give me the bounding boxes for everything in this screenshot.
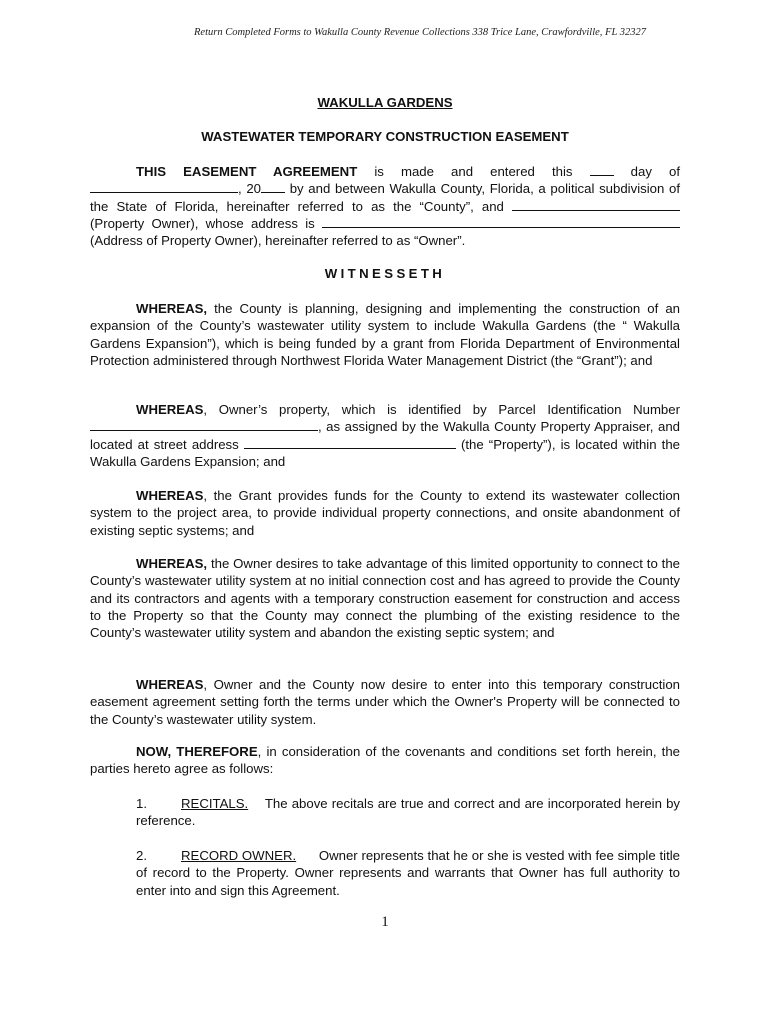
section-heading: RECORD OWNER. xyxy=(181,848,297,863)
intro-paragraph: THIS EASEMENT AGREEMENT is made and entered this day of , 20 by and between Wakulla County, Florida, a political subdivision of the State of Florida, hereinafter referred to as the “County”, and (Property Owner), whose address is (Address of Property Owner), hereinafter referred to as “Owner”. xyxy=(90,164,681,249)
whereas-paragraph-1: WHEREAS, the County is planning, designing and implementing the construction of an expansion of the County’s wastewater utility system to include Wakulla Gardens (the “ Wakulla Gardens Expansion”), which is being funded by a grant from Florida Department of Environmental Protection administered through Northwest Florida Water Management District (the “Grant”); and xyxy=(90,301,680,368)
property-owner-blank[interactable] xyxy=(512,198,680,211)
owner-address-blank[interactable] xyxy=(322,215,680,228)
whereas-paragraph-2: WHEREAS, Owner’s property, which is identified by Parcel Identification Number , as assigned by the Wakulla County Property Appraiser, and located at street address (the “Property”), is located within the Wakulla Gardens Expansion; and xyxy=(90,402,681,469)
street-address-blank[interactable] xyxy=(244,436,456,449)
whereas-paragraph-3: WHEREAS, the Grant provides funds for the County to extend its wastewater collection system to the project area, to provide individual property connections, and onsite abandonment of existing septic systems; and xyxy=(90,488,680,538)
whereas-paragraph-4: WHEREAS, the Owner desires to take advantage of this limited opportunity to connect to the County’s wastewater utility system at no initial connection cost and has agreed to provide the County and its contractors and agents with a temporary construction easement for construction and access to the Property so that the County may connect the plumbing of the existing residence to the County’s wastewater utility system and abandon the existing septic system; and xyxy=(90,556,680,641)
page-number: 1 xyxy=(381,914,389,930)
section-record-owner: 2. RECORD OWNER. Owner represents that he or she is vested with fee simple title of record to the Property. Owner represents and warrants that Owner has full authority to enter into and sign this Agreement. xyxy=(136,848,680,898)
project-title: WAKULLA GARDENS xyxy=(317,95,453,110)
section-recitals: 1. RECITALS. The above recitals are true and correct and are incorporated herein by reference. xyxy=(136,796,680,829)
document-title: WASTEWATER TEMPORARY CONSTRUCTION EASEMENT xyxy=(201,129,569,144)
now-therefore-paragraph: NOW, THEREFORE, in consideration of the covenants and conditions set forth herein, the parties hereto agree as follows: xyxy=(90,744,681,777)
intro-lead: THIS EASEMENT AGREEMENT xyxy=(136,164,358,179)
witnesseth-heading: WITNESSETH xyxy=(324,266,446,281)
year-blank[interactable] xyxy=(261,180,285,193)
day-blank[interactable] xyxy=(590,163,614,176)
section-heading: RECITALS. xyxy=(181,796,249,811)
whereas-paragraph-5: WHEREAS, Owner and the County now desire to enter into this temporary construction easement agreement setting forth the terms under which the Owner's Property will be connected to the County’s wastewater utility system. xyxy=(90,677,680,727)
parcel-id-blank[interactable] xyxy=(90,418,318,431)
month-blank[interactable] xyxy=(90,180,238,193)
return-notice: Return Completed Forms to Wakulla County Revenue Collections 338 Trice Lane, Crawfordville, FL 32327 xyxy=(194,27,646,38)
